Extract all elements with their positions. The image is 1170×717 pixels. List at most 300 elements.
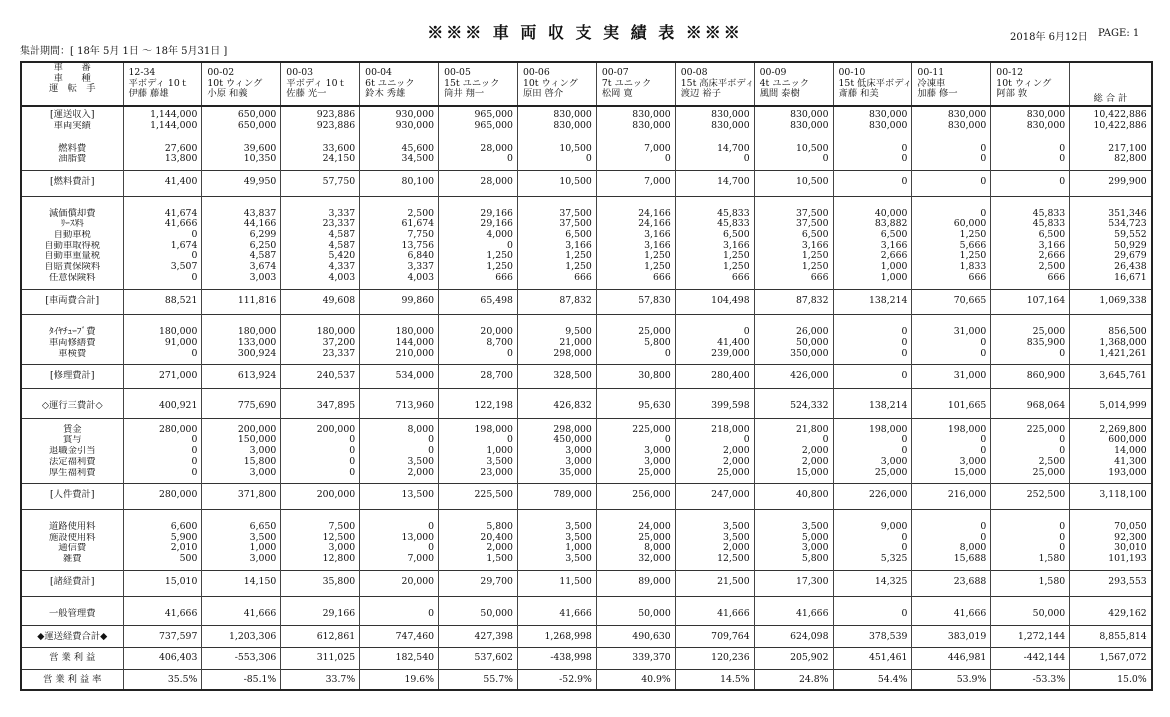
row-label: [諸経費計] bbox=[21, 570, 123, 596]
value-cell: 20,400 bbox=[439, 533, 518, 544]
vehicle-header bbox=[912, 62, 991, 106]
value-cell: 280,000 bbox=[123, 484, 202, 510]
vehicle-header bbox=[991, 62, 1070, 106]
value-cell: 8,000 bbox=[912, 543, 991, 554]
page-number: PAGE: 1 bbox=[1098, 28, 1140, 39]
value-cell: 7,000 bbox=[596, 135, 675, 155]
value-cell: 0 bbox=[596, 349, 675, 365]
value-cell: 0 bbox=[912, 533, 991, 544]
row-label: 通信費 bbox=[21, 543, 123, 554]
value-cell: 0 bbox=[360, 543, 439, 554]
vehicle-type: 平ボディ 10ｔ bbox=[128, 77, 190, 89]
row-label: 施設使用料 bbox=[21, 533, 123, 544]
value-cell: 3,000 bbox=[202, 554, 281, 570]
row-label: 法定福利費 bbox=[21, 457, 123, 468]
row-label: 自賠責保険料 bbox=[21, 262, 123, 273]
value-cell: 50,000 bbox=[754, 338, 833, 349]
value-cell: 180,000 bbox=[360, 315, 439, 338]
value-cell: 347,895 bbox=[281, 389, 360, 419]
value-cell: 613,924 bbox=[202, 365, 281, 389]
value-cell: 1,272,144 bbox=[991, 626, 1070, 648]
value-cell: 0 bbox=[833, 315, 912, 338]
value-cell: 35,000 bbox=[517, 468, 596, 484]
value-cell: 0 bbox=[123, 468, 202, 484]
value-cell: 6,500 bbox=[991, 230, 1070, 241]
table-row bbox=[21, 289, 1152, 315]
value-cell: 2,010 bbox=[123, 543, 202, 554]
value-cell: 3,507 bbox=[123, 262, 202, 273]
value-cell: 89,000 bbox=[596, 570, 675, 596]
value-cell: 5,900 bbox=[123, 533, 202, 544]
total-cell: 217,100 bbox=[1070, 135, 1152, 155]
value-cell: 13,800 bbox=[123, 154, 202, 170]
value-cell: 14,325 bbox=[833, 570, 912, 596]
value-cell: 24,166 bbox=[596, 219, 675, 230]
vehicle-header bbox=[281, 62, 360, 106]
value-cell: 7,500 bbox=[281, 509, 360, 532]
value-cell: 41,666 bbox=[517, 596, 596, 626]
value-cell: 3,500 bbox=[675, 533, 754, 544]
table-row bbox=[21, 170, 1152, 196]
table-row bbox=[21, 262, 1152, 273]
value-cell: 2,000 bbox=[360, 468, 439, 484]
value-cell: 0 bbox=[596, 435, 675, 446]
value-cell: 0 bbox=[281, 446, 360, 457]
value-cell: 8,700 bbox=[439, 338, 518, 349]
value-cell: 0 bbox=[912, 435, 991, 446]
value-cell: 4,337 bbox=[281, 262, 360, 273]
value-cell: 830,000 bbox=[833, 106, 912, 121]
value-cell: 6,600 bbox=[123, 509, 202, 532]
value-cell: 298,000 bbox=[517, 349, 596, 365]
value-cell: 0 bbox=[754, 435, 833, 446]
value-cell: 524,332 bbox=[754, 389, 833, 419]
row-label: 賃金 bbox=[21, 418, 123, 435]
table-body bbox=[21, 106, 1152, 690]
value-cell: 0 bbox=[123, 446, 202, 457]
total-cell: 5,014,999 bbox=[1070, 389, 1152, 419]
value-cell: 666 bbox=[754, 273, 833, 289]
total-cell: 534,723 bbox=[1070, 219, 1152, 230]
value-cell: 830,000 bbox=[754, 121, 833, 135]
value-cell: 830,000 bbox=[833, 121, 912, 135]
value-cell: 34,500 bbox=[360, 154, 439, 170]
value-cell: 12,500 bbox=[675, 554, 754, 570]
value-cell: 1,580 bbox=[991, 570, 1070, 596]
value-cell: 1,250 bbox=[912, 230, 991, 241]
value-cell: 88,521 bbox=[123, 289, 202, 315]
value-cell: 45,833 bbox=[675, 196, 754, 219]
value-cell: 225,500 bbox=[439, 484, 518, 510]
value-cell: 4,587 bbox=[202, 251, 281, 262]
value-cell: 2,666 bbox=[833, 251, 912, 262]
value-cell: 21,800 bbox=[754, 418, 833, 435]
row-label: ﾘｰｽ料 bbox=[21, 219, 123, 230]
value-cell: 3,000 bbox=[281, 543, 360, 554]
value-cell: 3,000 bbox=[912, 457, 991, 468]
table-row bbox=[21, 446, 1152, 457]
value-cell: 200,000 bbox=[281, 418, 360, 435]
value-cell: 830,000 bbox=[517, 121, 596, 135]
value-cell: 13,756 bbox=[360, 241, 439, 252]
value-cell: 25,000 bbox=[833, 468, 912, 484]
value-cell: 830,000 bbox=[596, 121, 675, 135]
vehicle-driver: 松岡 寛 bbox=[601, 88, 633, 100]
value-cell: 15,010 bbox=[123, 570, 202, 596]
value-cell: 709,764 bbox=[675, 626, 754, 648]
value-cell: 3,000 bbox=[202, 468, 281, 484]
value-cell: 860,900 bbox=[991, 365, 1070, 389]
value-cell: 0 bbox=[991, 170, 1070, 196]
total-cell: 8,855,814 bbox=[1070, 626, 1152, 648]
value-cell: 80,100 bbox=[360, 170, 439, 196]
value-cell: 0 bbox=[912, 170, 991, 196]
value-cell: 1,250 bbox=[912, 251, 991, 262]
value-cell: 3,500 bbox=[517, 509, 596, 532]
vehicle-no: 00-02 bbox=[207, 67, 235, 78]
value-cell: 122,198 bbox=[439, 389, 518, 419]
row-label: 退職金引当 bbox=[21, 446, 123, 457]
value-cell: 3,500 bbox=[675, 509, 754, 532]
value-cell: 1,250 bbox=[439, 262, 518, 273]
value-cell: 3,000 bbox=[517, 457, 596, 468]
value-cell: 25,000 bbox=[596, 315, 675, 338]
value-cell: 0 bbox=[991, 543, 1070, 554]
value-cell: 378,539 bbox=[833, 626, 912, 648]
row-label: [運送収入] bbox=[21, 106, 123, 121]
value-cell: 6,299 bbox=[202, 230, 281, 241]
vehicle-no: 00-10 bbox=[838, 67, 866, 78]
row-label: 自動車重量税 bbox=[21, 251, 123, 262]
value-cell: 0 bbox=[360, 596, 439, 626]
value-cell: 1,250 bbox=[517, 251, 596, 262]
value-cell: 37,500 bbox=[754, 219, 833, 230]
value-cell: 205,902 bbox=[754, 647, 833, 669]
table-row bbox=[21, 365, 1152, 389]
total-cell: 15.0% bbox=[1070, 669, 1152, 690]
value-cell: 23,337 bbox=[281, 349, 360, 365]
value-cell: 0 bbox=[991, 533, 1070, 544]
header-label: 運 転 手 bbox=[49, 83, 96, 95]
value-cell: 7,000 bbox=[596, 170, 675, 196]
value-cell: 4,587 bbox=[281, 230, 360, 241]
table-row bbox=[21, 543, 1152, 554]
total-cell: 1,069,338 bbox=[1070, 289, 1152, 315]
value-cell: 4,003 bbox=[360, 273, 439, 289]
total-cell: 59,552 bbox=[1070, 230, 1152, 241]
value-cell: 180,000 bbox=[202, 315, 281, 338]
value-cell: 45,833 bbox=[675, 219, 754, 230]
value-cell: 33.7% bbox=[281, 669, 360, 690]
value-cell: 3,166 bbox=[754, 241, 833, 252]
total-cell: 193,000 bbox=[1070, 468, 1152, 484]
value-cell: 180,000 bbox=[281, 315, 360, 338]
total-cell: 14,000 bbox=[1070, 446, 1152, 457]
column-header-row bbox=[21, 62, 1152, 106]
table-row bbox=[21, 596, 1152, 626]
row-label: ﾀｲﾔﾁｭｰﾌﾞ費 bbox=[21, 315, 123, 338]
report-title: ※※※ 車 両 収 支 実 績 表 ※※※ bbox=[427, 23, 743, 42]
report-date: 2018年 6月12日 bbox=[1010, 32, 1088, 43]
value-cell: 624,098 bbox=[754, 626, 833, 648]
value-cell: 3,166 bbox=[675, 241, 754, 252]
value-cell: 3,166 bbox=[991, 241, 1070, 252]
table-row bbox=[21, 533, 1152, 544]
value-cell: 7,750 bbox=[360, 230, 439, 241]
value-cell: 830,000 bbox=[991, 121, 1070, 135]
value-cell: 830,000 bbox=[675, 121, 754, 135]
vehicle-no: 00-07 bbox=[601, 67, 629, 78]
value-cell: 27,600 bbox=[123, 135, 202, 155]
value-cell: 1,674 bbox=[123, 241, 202, 252]
value-cell: 2,000 bbox=[754, 457, 833, 468]
value-cell: 311,025 bbox=[281, 647, 360, 669]
value-cell: 41,666 bbox=[912, 596, 991, 626]
value-cell: 406,403 bbox=[123, 647, 202, 669]
value-cell: 0 bbox=[912, 196, 991, 219]
value-cell: 180,000 bbox=[123, 315, 202, 338]
value-cell: 5,800 bbox=[754, 554, 833, 570]
value-cell: 965,000 bbox=[439, 106, 518, 121]
value-cell: 49,950 bbox=[202, 170, 281, 196]
value-cell: 4,000 bbox=[439, 230, 518, 241]
value-cell: 225,000 bbox=[596, 418, 675, 435]
value-cell: 21,000 bbox=[517, 338, 596, 349]
header-label: 車 種 bbox=[53, 72, 91, 84]
vehicle-header bbox=[596, 62, 675, 106]
value-cell: 0 bbox=[833, 170, 912, 196]
value-cell: 3,000 bbox=[754, 543, 833, 554]
value-cell: 713,960 bbox=[360, 389, 439, 419]
value-cell: 216,000 bbox=[912, 484, 991, 510]
value-cell: 280,400 bbox=[675, 365, 754, 389]
value-cell: 14,150 bbox=[202, 570, 281, 596]
vehicle-type: 15t 高床平ボディ bbox=[680, 77, 755, 89]
value-cell: 300,924 bbox=[202, 349, 281, 365]
value-cell: 9,500 bbox=[517, 315, 596, 338]
value-cell: 37,500 bbox=[517, 196, 596, 219]
value-cell: 328,500 bbox=[517, 365, 596, 389]
value-cell: 31,000 bbox=[912, 365, 991, 389]
value-cell: 3,000 bbox=[596, 446, 675, 457]
value-cell: 537,602 bbox=[439, 647, 518, 669]
value-cell: 450,000 bbox=[517, 435, 596, 446]
vehicle-driver: 伊藤 藤雄 bbox=[128, 88, 169, 100]
value-cell: 182,540 bbox=[360, 647, 439, 669]
value-cell: 45,600 bbox=[360, 135, 439, 155]
value-cell: 427,398 bbox=[439, 626, 518, 648]
value-cell: 43,837 bbox=[202, 196, 281, 219]
value-cell: 339,370 bbox=[596, 647, 675, 669]
vehicle-type: 4t ユニック bbox=[759, 77, 810, 89]
value-cell: 95,630 bbox=[596, 389, 675, 419]
table-row bbox=[21, 418, 1152, 435]
value-cell: 41,666 bbox=[754, 596, 833, 626]
vehicle-header bbox=[360, 62, 439, 106]
value-cell: 1,203,306 bbox=[202, 626, 281, 648]
value-cell: 0 bbox=[439, 349, 518, 365]
value-cell: 965,000 bbox=[439, 121, 518, 135]
value-cell: 10,500 bbox=[754, 135, 833, 155]
value-cell: 3,500 bbox=[754, 509, 833, 532]
value-cell: -85.1% bbox=[202, 669, 281, 690]
value-cell: 133,000 bbox=[202, 338, 281, 349]
value-cell: 2,500 bbox=[991, 457, 1070, 468]
value-cell: 10,350 bbox=[202, 154, 281, 170]
value-cell: 6,500 bbox=[675, 230, 754, 241]
value-cell: 923,886 bbox=[281, 121, 360, 135]
total-cell: 1,421,261 bbox=[1070, 349, 1152, 365]
table-row bbox=[21, 435, 1152, 446]
value-cell: 3,337 bbox=[281, 196, 360, 219]
value-cell: 1,250 bbox=[439, 251, 518, 262]
row-label: 自動車税 bbox=[21, 230, 123, 241]
value-cell: 0 bbox=[675, 315, 754, 338]
total-cell: 29,679 bbox=[1070, 251, 1152, 262]
total-cell: 856,500 bbox=[1070, 315, 1152, 338]
value-cell: 0 bbox=[833, 543, 912, 554]
vehicle-type: 10t ウィング bbox=[522, 77, 578, 89]
table-row bbox=[21, 484, 1152, 510]
value-cell: 650,000 bbox=[202, 106, 281, 121]
value-cell: 31,000 bbox=[912, 315, 991, 338]
value-cell: 25,000 bbox=[675, 468, 754, 484]
value-cell: 8,000 bbox=[360, 418, 439, 435]
value-cell: 3,166 bbox=[596, 241, 675, 252]
value-cell: 99,860 bbox=[360, 289, 439, 315]
vehicle-no: 00-04 bbox=[365, 67, 392, 78]
total-cell: 1,368,000 bbox=[1070, 338, 1152, 349]
vehicle-type: 平ボディ 10ｔ bbox=[286, 77, 347, 89]
value-cell: 1,500 bbox=[439, 554, 518, 570]
value-cell: 3,000 bbox=[596, 457, 675, 468]
value-cell: 10,500 bbox=[754, 170, 833, 196]
value-cell: 0 bbox=[439, 241, 518, 252]
value-cell: 3,000 bbox=[517, 446, 596, 457]
value-cell: 0 bbox=[754, 154, 833, 170]
value-cell: 0 bbox=[991, 154, 1070, 170]
value-cell: 29,700 bbox=[439, 570, 518, 596]
value-cell: 3,500 bbox=[517, 554, 596, 570]
value-cell: 28,700 bbox=[439, 365, 518, 389]
value-cell: 5,800 bbox=[596, 338, 675, 349]
value-cell: 17,300 bbox=[754, 570, 833, 596]
value-cell: 13,500 bbox=[360, 484, 439, 510]
value-cell: 1,250 bbox=[754, 251, 833, 262]
table-row bbox=[21, 554, 1152, 570]
total-cell: 101,193 bbox=[1070, 554, 1152, 570]
row-label: 燃料費 bbox=[21, 135, 123, 155]
table-row bbox=[21, 121, 1152, 135]
value-cell: 24,166 bbox=[596, 196, 675, 219]
value-cell: 25,000 bbox=[991, 468, 1070, 484]
value-cell: 26,000 bbox=[754, 315, 833, 338]
vehicle-income-expense-table bbox=[20, 61, 1153, 691]
value-cell: 23,688 bbox=[912, 570, 991, 596]
value-cell: 0 bbox=[833, 435, 912, 446]
header-label: 車 番 bbox=[53, 62, 91, 73]
value-cell: 11,500 bbox=[517, 570, 596, 596]
value-cell: 0 bbox=[439, 154, 518, 170]
value-cell: 65,498 bbox=[439, 289, 518, 315]
value-cell: 0 bbox=[123, 435, 202, 446]
row-label: 自動車取得税 bbox=[21, 241, 123, 252]
vehicle-type: 10t ウィング bbox=[996, 77, 1052, 89]
value-cell: 0 bbox=[991, 509, 1070, 532]
value-cell: 612,861 bbox=[281, 626, 360, 648]
total-cell: 50,929 bbox=[1070, 241, 1152, 252]
table-row bbox=[21, 389, 1152, 419]
value-cell: 239,000 bbox=[675, 349, 754, 365]
value-cell: 426,000 bbox=[754, 365, 833, 389]
vehicle-driver: 加藤 修一 bbox=[917, 88, 958, 100]
value-cell: 24,150 bbox=[281, 154, 360, 170]
row-label: 営 業 利 益 率 bbox=[21, 669, 123, 690]
value-cell: 3,500 bbox=[439, 457, 518, 468]
total-cell: 299,900 bbox=[1070, 170, 1152, 196]
value-cell: 91,000 bbox=[123, 338, 202, 349]
value-cell: 12,500 bbox=[281, 533, 360, 544]
table-row bbox=[21, 135, 1152, 155]
value-cell: 1,250 bbox=[754, 262, 833, 273]
value-cell: 120,236 bbox=[675, 647, 754, 669]
value-cell: 835,900 bbox=[991, 338, 1070, 349]
value-cell: 41,666 bbox=[675, 596, 754, 626]
value-cell: 41,666 bbox=[202, 596, 281, 626]
value-cell: 830,000 bbox=[912, 106, 991, 121]
value-cell: 3,674 bbox=[202, 262, 281, 273]
vehicle-type: 10t ウィング bbox=[207, 77, 263, 89]
value-cell: 138,214 bbox=[833, 289, 912, 315]
vehicle-no: 00-12 bbox=[996, 67, 1024, 78]
value-cell: 3,003 bbox=[202, 273, 281, 289]
value-cell: 930,000 bbox=[360, 106, 439, 121]
table-row bbox=[21, 230, 1152, 241]
value-cell: 0 bbox=[833, 338, 912, 349]
value-cell: 968,064 bbox=[991, 389, 1070, 419]
value-cell: 3,166 bbox=[833, 241, 912, 252]
value-cell: 45,833 bbox=[991, 196, 1070, 219]
vehicle-header bbox=[833, 62, 912, 106]
aggregation-period: 集計期間：[ 18年 5月 1日 〜 18年 5月31日 ] bbox=[20, 46, 228, 57]
value-cell: 3,166 bbox=[517, 241, 596, 252]
vehicle-header bbox=[439, 62, 518, 106]
value-cell: 1,000 bbox=[202, 543, 281, 554]
value-cell: 350,000 bbox=[754, 349, 833, 365]
value-cell: 3,166 bbox=[596, 230, 675, 241]
value-cell: 225,000 bbox=[991, 418, 1070, 435]
value-cell: 0 bbox=[281, 468, 360, 484]
vehicle-header bbox=[123, 62, 202, 106]
vehicle-type: 15t ユニック bbox=[444, 77, 500, 89]
value-cell: 666 bbox=[675, 273, 754, 289]
value-cell: 9,000 bbox=[833, 509, 912, 532]
value-cell: 280,000 bbox=[123, 418, 202, 435]
value-cell: 2,666 bbox=[991, 251, 1070, 262]
vehicle-driver: 阿部 敦 bbox=[996, 88, 1028, 100]
value-cell: 5,800 bbox=[439, 509, 518, 532]
value-cell: 6,250 bbox=[202, 241, 281, 252]
value-cell: 0 bbox=[123, 457, 202, 468]
value-cell: -53.3% bbox=[991, 669, 1070, 690]
value-cell: 87,832 bbox=[754, 289, 833, 315]
row-label: 営 業 利 益 bbox=[21, 647, 123, 669]
value-cell: 5,325 bbox=[833, 554, 912, 570]
value-cell: 0 bbox=[912, 135, 991, 155]
value-cell: 830,000 bbox=[675, 106, 754, 121]
value-cell: 0 bbox=[439, 435, 518, 446]
value-cell: 39,600 bbox=[202, 135, 281, 155]
